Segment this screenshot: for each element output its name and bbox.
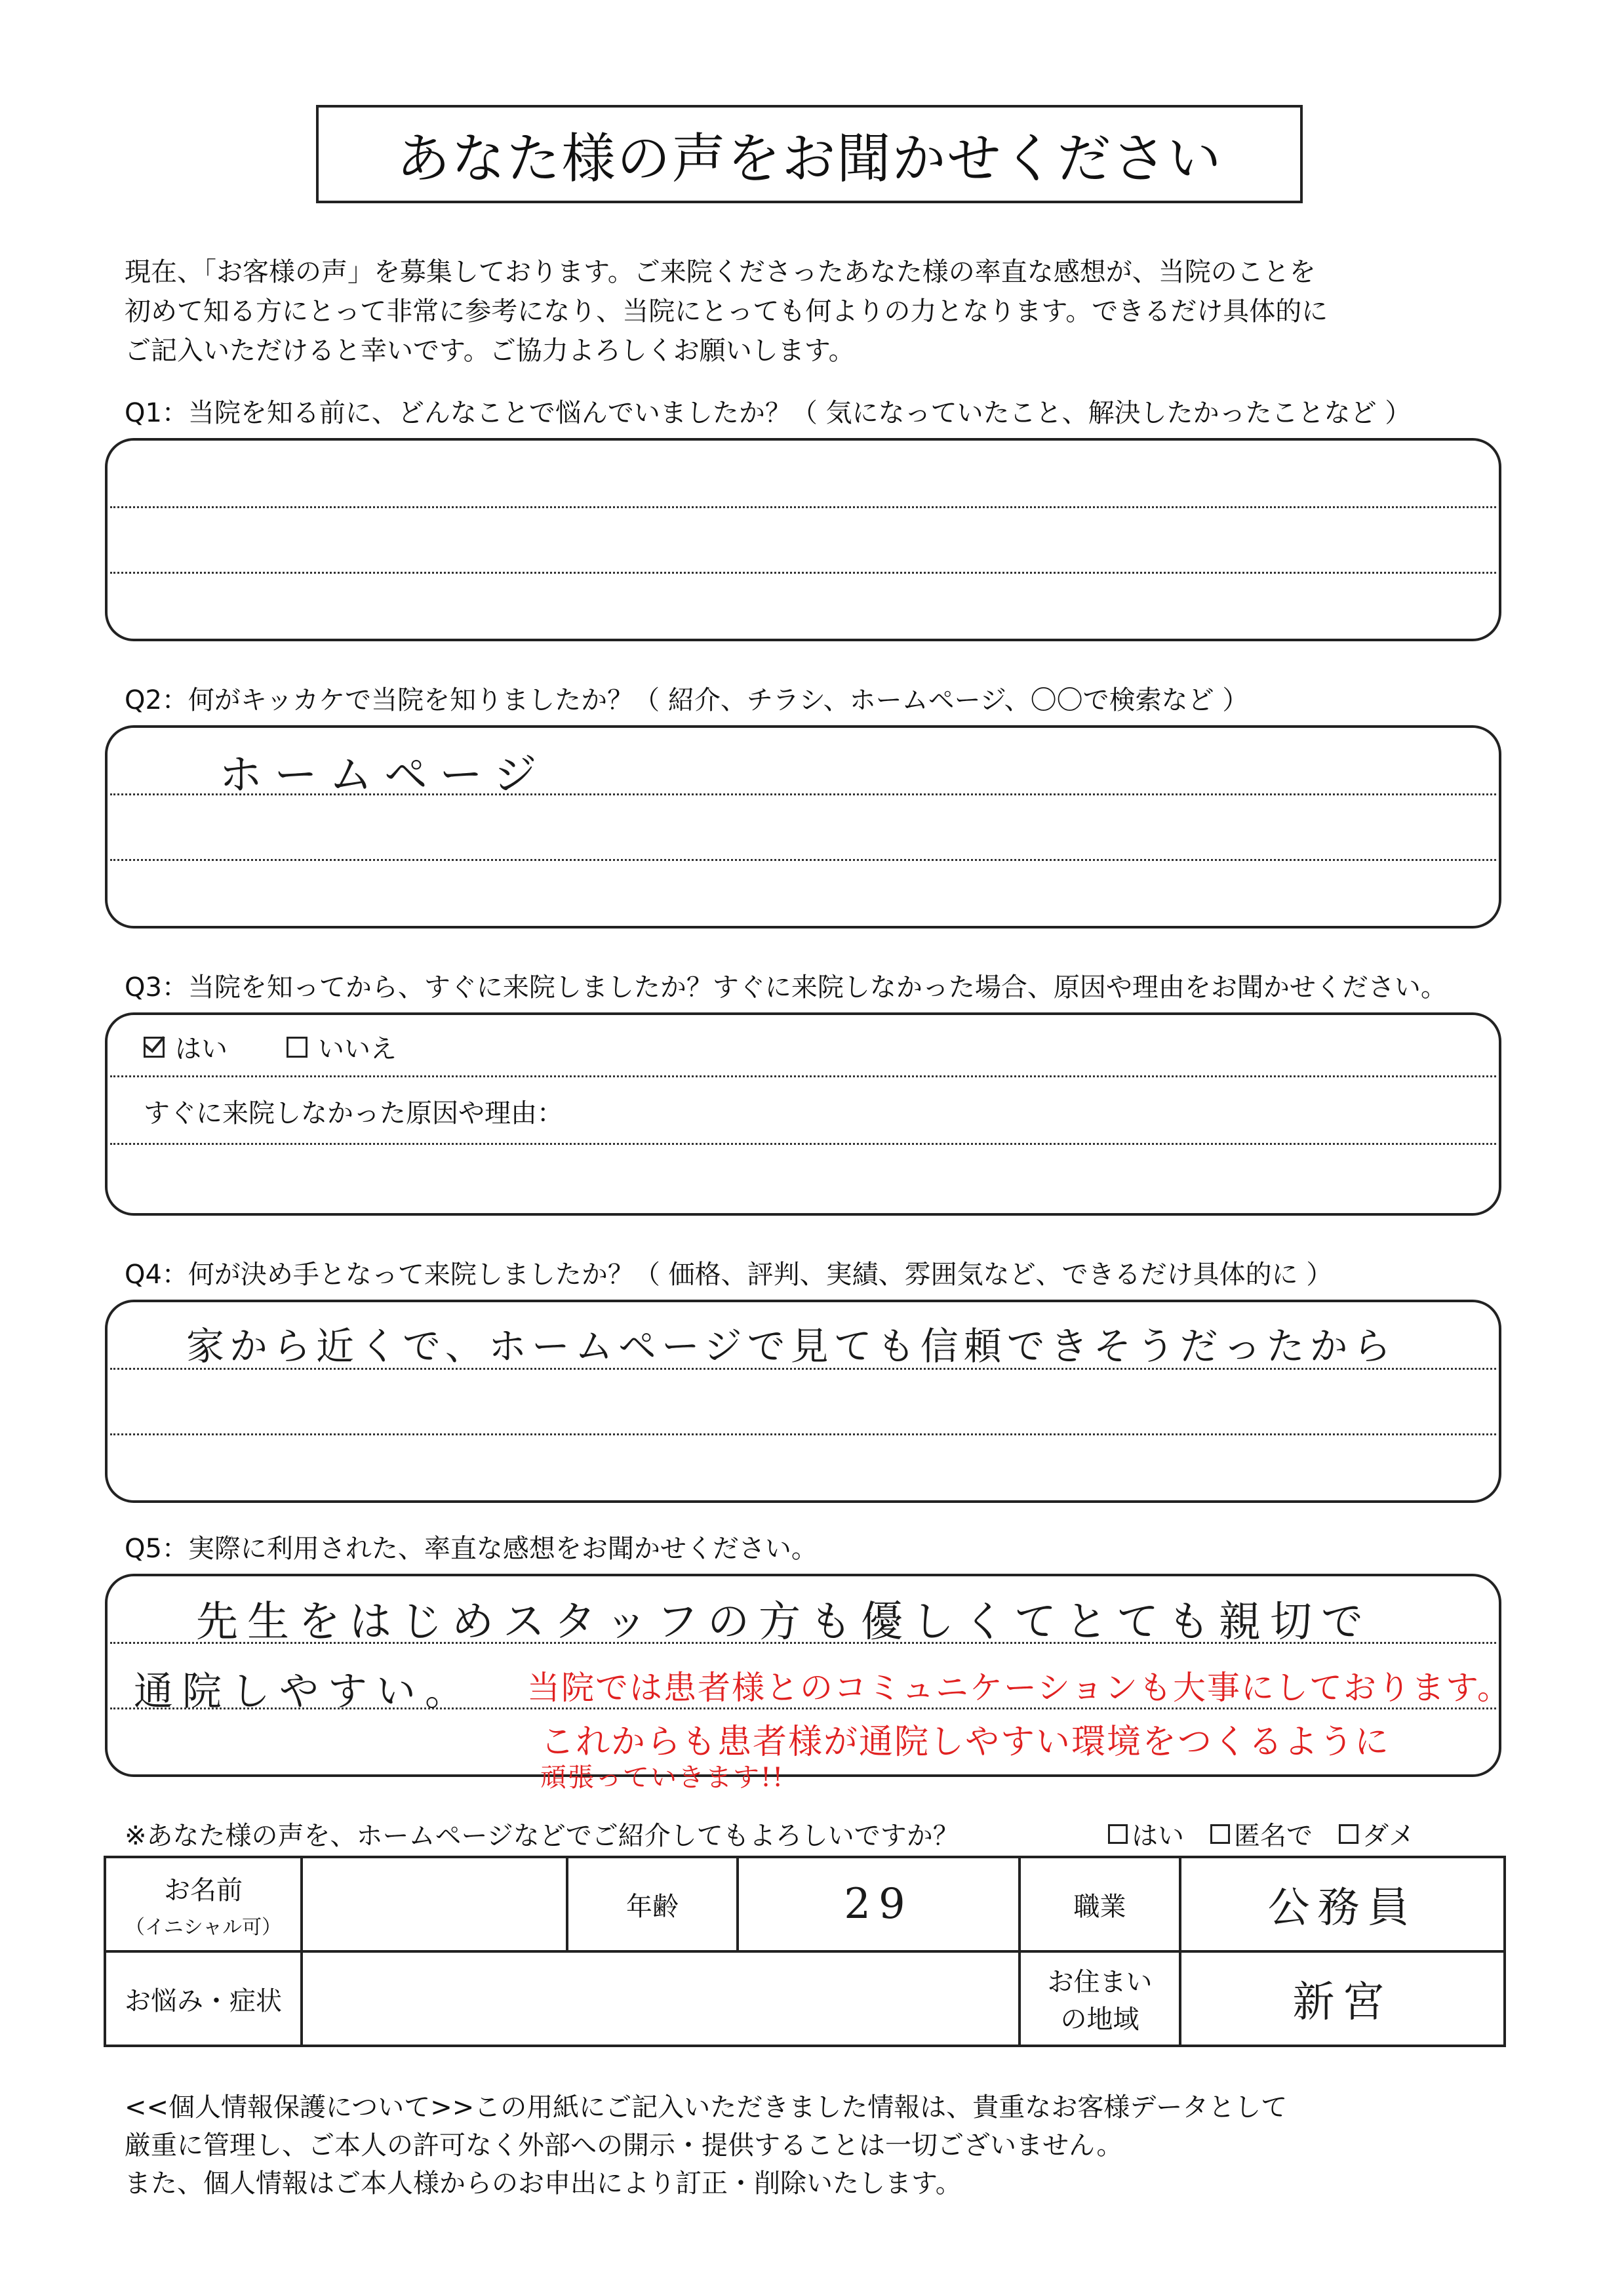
writing-line [110, 1143, 1496, 1145]
privacy-notice [125, 2088, 1534, 2203]
q5-answer-line-1: 先生をはじめスタッフの方も優しくてとても親切で [196, 1598, 1372, 1646]
intro-line: ご記入いただけると幸いです。ご協力よろしくお願いします。 [125, 336, 855, 366]
consent-options [1108, 1815, 1415, 1852]
symptom-label: お悩み・症状 [105, 1951, 302, 2046]
consent-anonymous-checkbox[interactable] [1210, 1824, 1230, 1844]
name-label-cell [105, 1857, 302, 1951]
consent-question: ※あなた様の声を、ホームページなどでご紹介してもよろしいですか？ [125, 1821, 959, 1851]
area-label: の地域 [1060, 2005, 1139, 2035]
q3-no-checkbox[interactable] [287, 1037, 307, 1058]
age-value: 29 [844, 1880, 913, 1928]
q3-yes-checkbox[interactable] [144, 1037, 165, 1058]
writing-line [110, 859, 1496, 861]
consent-yes-checkbox[interactable] [1108, 1824, 1128, 1844]
q1-label: Q1：当院を知る前に、どんなことで悩んでいましたか？（ 気になっていたこと、解決したかったことなど ） [125, 398, 1412, 428]
job-value: 公務員 [1267, 1884, 1417, 1932]
area-field[interactable] [1180, 1951, 1505, 2046]
age-field[interactable] [738, 1857, 1020, 1951]
writing-line [110, 1433, 1496, 1435]
q3-yes-label: はい [175, 1034, 228, 1064]
clinic-reply-line-2: これからも患者様が通院しやすい環境をつくるように [540, 1723, 1391, 1762]
area-label: お住まい [1047, 1967, 1153, 1997]
area-label-cell [1020, 1951, 1180, 2046]
q4-answer: 家から近くで、ホームページで見ても信頼できそうだったから [186, 1324, 1396, 1368]
intro-line: 現在、「お客様の声」を募集しております。ご来院くださったあなた様の率直な感想が、当院のことを [125, 257, 1316, 287]
age-label: 年齢 [567, 1857, 738, 1951]
name-field[interactable] [302, 1857, 567, 1951]
privacy-line: 厳重に管理し、ご本人の許可なく外部への開示・提供することは一切ございません。 [125, 2130, 1123, 2161]
q1-answer-box[interactable] [105, 438, 1501, 641]
q3-choices [144, 1028, 397, 1066]
q2-label: Q2：何がキッカケで当院を知りましたか？（ 紹介、チラシ、ホームページ、〇〇で検索など ） [125, 685, 1249, 715]
page-title: あなた様の声をお聞かせください [316, 105, 1303, 203]
job-label: 職業 [1020, 1857, 1180, 1951]
respondent-info-table [104, 1856, 1506, 2047]
name-label: お名前 [164, 1875, 243, 1906]
publish-consent [125, 1815, 1501, 1852]
writing-line [110, 506, 1496, 508]
q3-answer-box[interactable] [105, 1012, 1501, 1216]
privacy-line: また、個人情報はご本人様からのお申出により訂正・削除いたします。 [125, 2168, 962, 2199]
q2-answer-box[interactable] [105, 725, 1501, 928]
writing-line [110, 1075, 1496, 1077]
q5-answer-box[interactable] [105, 1574, 1511, 1793]
q4-label: Q4：何が決め手となって来院しましたか？（ 価格、評判、実績、雰囲気など、できるだけ具体的に ） [125, 1260, 1333, 1290]
intro-line: 初めて知る方にとって非常に参考になり、当院にとっても何よりの力となります。できるだけ具体的に [125, 296, 1328, 327]
area-value: 新宮 [1292, 1978, 1393, 2027]
name-sublabel: （イニシャル可） [125, 1915, 282, 1939]
q5-label: Q5：実際に利用された、率直な感想をお聞かせください。 [125, 1534, 818, 1564]
consent-option-label: 匿名で [1234, 1821, 1313, 1851]
consent-option-label: ダメ [1362, 1821, 1415, 1851]
consent-no-checkbox[interactable] [1339, 1824, 1358, 1844]
q4-answer-box[interactable] [105, 1300, 1501, 1503]
q3-no-label: いいえ [318, 1034, 397, 1064]
intro-text [125, 252, 1528, 370]
symptom-field[interactable] [302, 1951, 1020, 2046]
q2-answer: ホームページ [219, 749, 549, 800]
q3-reason-label: すぐに来院しなかった原因や理由： [144, 1098, 563, 1128]
privacy-line: <<個人情報保護について>>この用紙にご記入いただきました情報は、貴重なお客様データとして [125, 2092, 1288, 2123]
consent-option-label: はい [1132, 1821, 1184, 1851]
q3-label: Q3：当院を知ってから、すぐに来院しましたか？すぐに来院しなかった場合、原因や理由をお聞かせください。 [125, 972, 1447, 1003]
clinic-reply-line-3: 頑張っていきます!! [540, 1763, 785, 1793]
clinic-reply-line-1: 当院では患者様とのコミュニケーションも大事にしております。 [527, 1669, 1511, 1707]
job-field[interactable] [1180, 1857, 1505, 1951]
writing-line [110, 572, 1496, 574]
q5-answer-line-2: 通院しやすい。 [134, 1669, 473, 1715]
